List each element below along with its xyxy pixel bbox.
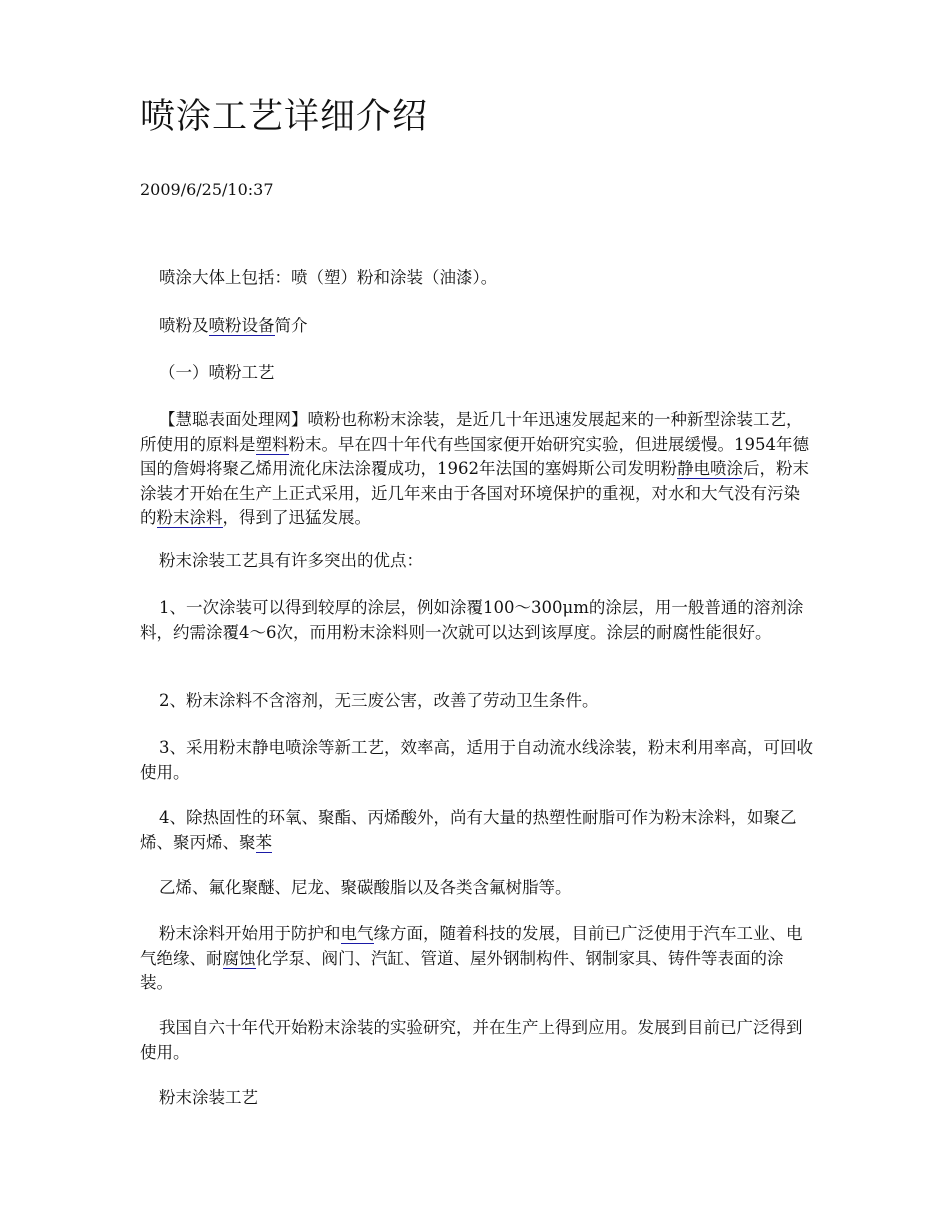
paragraph-powder-history [140, 408, 816, 531]
paragraph-advantage-2 [140, 689, 835, 714]
paragraph-text: ，得到了迅猛发展。 [222, 508, 371, 527]
paragraph-text: 喷涂大体上包括：喷（塑）粉和涂装（油漆）。 [159, 268, 498, 287]
paragraph-advantage-3 [140, 736, 816, 785]
paragraph-advantage-1 [140, 596, 816, 645]
link-electrical[interactable]: 电气 [340, 924, 374, 943]
paragraph-advantage-4-cont [140, 876, 835, 901]
paragraph-text: 1、一次涂装可以得到较厚的涂层，例如涂覆100～300μm的涂层，用一般普通的溶剂涂料，约需涂覆4～6次，而用粉末涂料则一次就可以达到该厚度。涂层的耐腐性能很好。 [140, 598, 804, 642]
link-corrosion[interactable]: 腐蚀 [222, 948, 256, 968]
paragraph-text: 粉末涂装工艺具有许多突出的优点： [159, 551, 423, 570]
paragraph-text: 【慧聪表面处理网】喷粉也称粉末涂装，是近几十年迅速发展起来的一种新型涂装工艺，所使用的原料是 [140, 410, 803, 454]
paragraph-text: （一）喷粉工艺 [159, 363, 275, 382]
link-powder-equipment[interactable]: 喷粉设备 [208, 316, 275, 335]
page-title: 喷涂工艺详细介绍 [140, 97, 429, 137]
paragraph-process-heading [140, 1086, 835, 1111]
paragraph-text: 乙烯、氟化聚醚、尼龙、聚碳酸脂以及各类含氟树脂等。 [159, 878, 572, 897]
paragraph-text: 后，粉末涂装才开始在生产上正式采用，近几年来由于各国对环境保护的重视，对水和大气没有污染的 [140, 459, 809, 527]
paragraph-text: 粉末。早在四十年代有些国家便开始研究实验，但进展缓慢。1954年德国的詹姆将聚乙烯用流化床法涂覆成功，1962年法国的塞姆斯公司发明粉 [140, 434, 809, 478]
paragraph-text: 3、采用粉末静电喷涂等新工艺，效率高，适用于自动流水线涂装，粉末利用率高，可回收使用。 [140, 738, 813, 782]
paragraph-text: 简介 [274, 316, 308, 335]
paragraph-text: 粉末涂装工艺 [159, 1088, 258, 1107]
paragraph-china-history [140, 1016, 816, 1065]
link-powder-coating[interactable]: 粉末涂料 [156, 508, 223, 527]
link-benzene[interactable]: 苯 [255, 832, 272, 852]
paragraph-intro [140, 266, 835, 291]
paragraph-text: 2、粉末涂料不含溶剂，无三废公害，改善了劳动卫生条件。 [159, 691, 599, 710]
paragraph-text: 我国自六十年代开始粉末涂装的实验研究，并在生产上得到应用。发展到目前已广泛得到使用。 [140, 1018, 803, 1062]
paragraph-text: 化学泵、阀门、汽缸、管道、屋外钢制构件、钢制家具、铸件等表面的涂装。 [140, 948, 784, 992]
publish-date: 2009/6/25/10:37 [140, 180, 274, 199]
paragraph-applications [140, 922, 816, 996]
paragraph-text: 粉末涂料开始用于防护和 [159, 924, 341, 943]
paragraph-text: 喷粉及 [159, 316, 209, 335]
paragraph-text: 4、除热固性的环氧、聚酯、丙烯酸外，尚有大量的热塑性耐脂可作为粉末涂料，如聚乙烯、聚丙烯、聚 [140, 808, 797, 852]
paragraph-text: 缘方面，随着科技的发展，目前已广泛使用于汽车工业、电气绝缘、耐 [140, 924, 803, 968]
paragraph-section-one [140, 361, 835, 386]
paragraph-advantages [140, 549, 835, 574]
paragraph-equipment-heading [140, 314, 835, 339]
link-electrostatic-spray[interactable]: 静电喷涂 [677, 459, 743, 478]
link-plastic[interactable]: 塑料 [255, 434, 289, 454]
paragraph-advantage-4 [140, 806, 816, 855]
